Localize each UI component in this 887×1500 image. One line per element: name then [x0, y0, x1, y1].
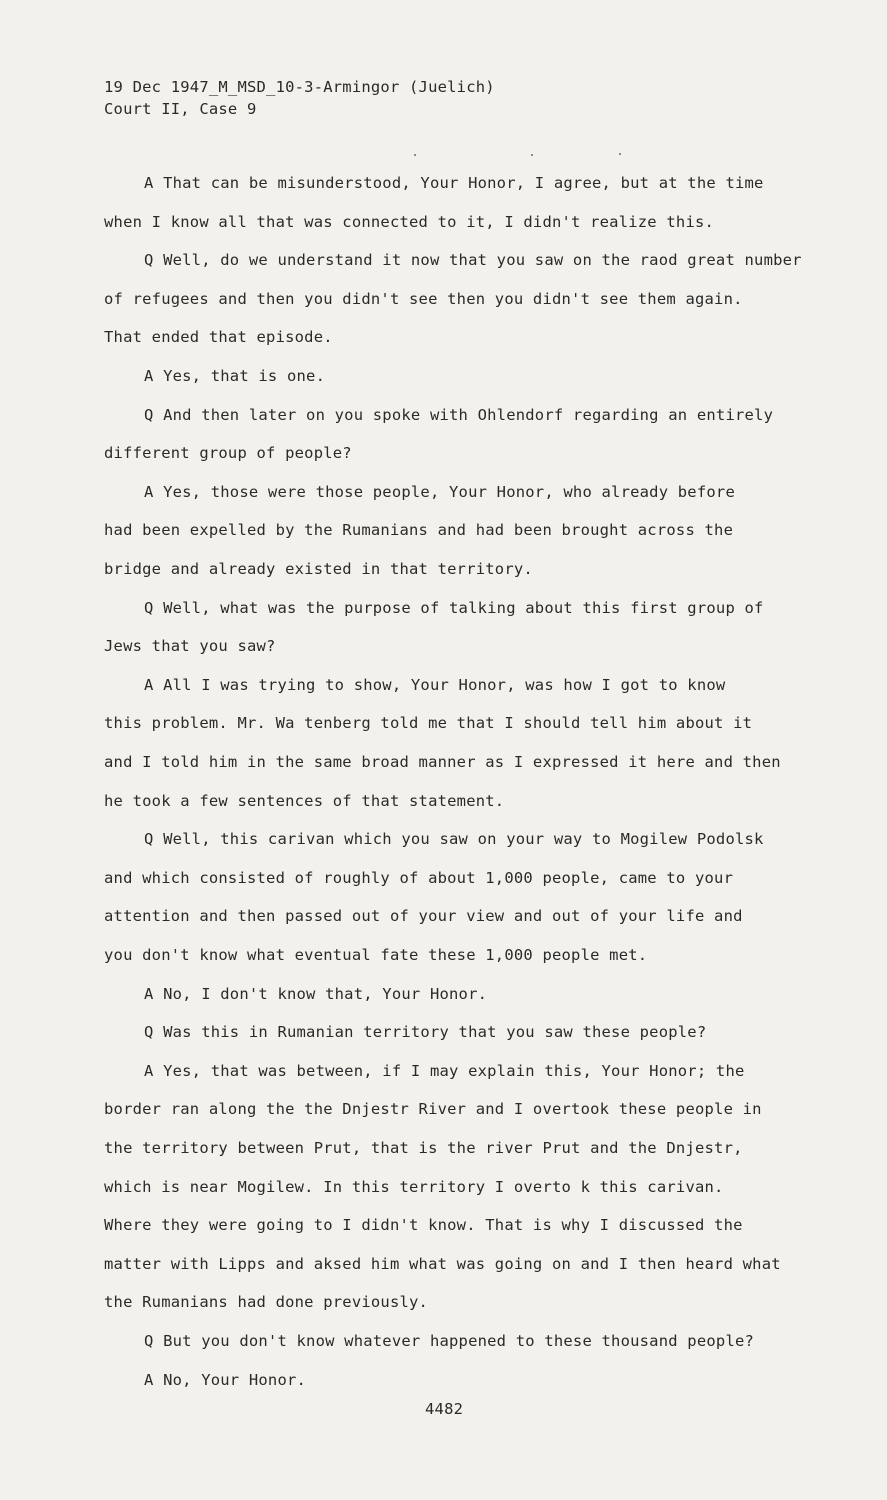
transcript-line: A That can be misunderstood, Your Honor, I agree, but at the time: [144, 174, 764, 192]
stray-mark: [619, 153, 621, 155]
transcript-line: A No, I don't know that, Your Honor.: [144, 984, 488, 1003]
transcript-line: A Yes, those were those people, Your Honor, who already before: [144, 482, 735, 501]
transcript-line: Q Well, this carivan which you saw on your way to Mogilew Podolsk: [144, 830, 764, 849]
transcript-line: A No, Your Honor.: [144, 1370, 307, 1389]
transcript-line: Q Well, what was the purpose of talking about this first group of: [144, 598, 764, 617]
stray-mark: [414, 154, 416, 156]
transcript-line: That ended that episode.: [104, 328, 333, 347]
transcript-line: border ran along the the Dnjestr River and I overtook these people in: [104, 1100, 762, 1119]
transcript-line: had been expelled by the Rumanians and had been brought across the: [104, 521, 734, 540]
transcript-line: the Rumanians had done previously.: [104, 1293, 429, 1312]
transcript-line: bridge and already existed in that territory.: [104, 560, 533, 578]
transcript-line: matter with Lipps and aksed him what was going on and I then heard what: [104, 1254, 781, 1273]
transcript-line: and which consisted of roughly of about 1,000 people, came to your: [104, 868, 734, 887]
transcript-line: Q But you don't know whatever happened to these thousand people?: [144, 1332, 755, 1350]
header-court-line: Court II, Case 9: [104, 100, 257, 118]
transcript-line: Jews that you saw?: [104, 637, 276, 656]
transcript-line: of refugees and then you didn't see then you didn't see them again.: [104, 289, 743, 308]
transcript-line: the territory between Prut, that is the river Prut and the Dnjestr,: [104, 1139, 743, 1157]
transcript-line: A All I was trying to show, Your Honor, was how I got to know: [144, 675, 726, 694]
transcript-line: and I told him in the same broad manner as I expressed it here and then: [104, 753, 781, 771]
page-number: 4482: [425, 1400, 464, 1418]
transcript-line: Q Well, do we understand it now that you saw on the raod great number: [144, 251, 802, 270]
transcript-line: Where they were going to I didn't know. That is why I discussed the: [104, 1216, 743, 1235]
transcript-line: which is near Mogilew. In this territory I overto k this carivan.: [104, 1177, 724, 1196]
transcript-line: Q And then later on you spoke with Ohlendorf regarding an entirely: [144, 405, 774, 424]
header-date-line: 19 Dec 1947_M_MSD_10-3-Armingor (Juelich): [104, 78, 495, 96]
transcript-line: A Yes, that is one.: [144, 367, 326, 385]
transcript-line: attention and then passed out of your view and out of your life and: [104, 907, 743, 926]
transcript-line: different group of people?: [104, 444, 352, 463]
transcript-line: you don't know what eventual fate these 1,000 people met.: [104, 946, 648, 964]
transcript-line: Q Was this in Rumanian territory that you saw these people?: [144, 1023, 707, 1042]
transcript-line: A Yes, that was between, if I may explain this, Your Honor; the: [144, 1061, 745, 1080]
transcript-line: this problem. Mr. Wa tenberg told me that I should tell him about it: [104, 714, 753, 733]
stray-mark: [531, 154, 533, 156]
transcript-line: he took a few sentences of that statement.: [104, 791, 505, 810]
transcript-line: when I know all that was connected to it, I didn't realize this.: [104, 212, 715, 231]
